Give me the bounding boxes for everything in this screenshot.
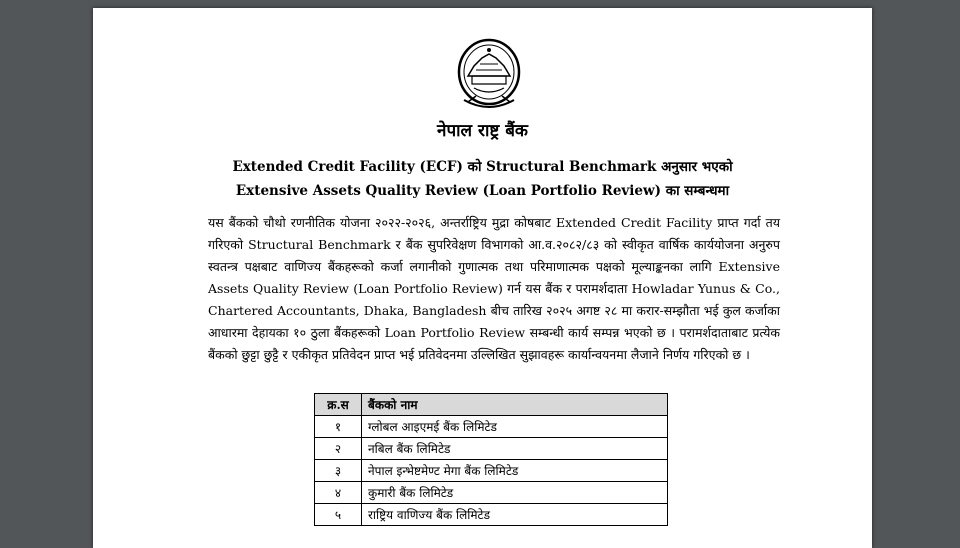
header-bank-name: बैंकको नाम: [362, 394, 668, 416]
subject-line-1: Extended Credit Facility (ECF) को Structural Benchmark अनुसार भएको: [232, 159, 733, 175]
subject-line-2: Extensive Assets Quality Review (Loan Portfolio Review) का सम्बन्धमा: [235, 183, 730, 199]
table-header-row: [315, 394, 668, 416]
bank-name-cell: ग्लोबल आइएमई बैंक लिमिटेड: [362, 416, 668, 438]
table-row: [315, 504, 668, 526]
body-paragraph: यस बैंकको चौथो रणनीतिक योजना २०२२-२०२६, अन्तर्राष्ट्रिय मुद्रा कोषबाट Extended Credit Facility प्राप्त गर्दा तय गरिएको Structural Benchmark र बैंक सुपरिवेक्षण विभागको आ.व.२०८२/८३ को स्वीकृत वार्षिक कार्ययोजना अनुरुप स्वतन्त्र पक्षबाट वाणिज्य बैंकहरूको कर्जा लगानीको गुणात्मक तथा परिमाणात्मक पक्षको मूल्याङ्कनका लागि Extensive Assets Quality Review (Loan Portfolio Review) गर्न यस बैंक र परामर्शदाता Howladar Yunus & Co., Chartered Accountants, Dhaka, Bangladesh बीच तारिख २०२५ अगष्ट २८ मा करार-सम्झौता भई कुल कर्जाका आधारमा देहायका १० ठुला बैंकहरूको Loan Portfolio Review सम्बन्धी कार्य सम्पन्न भएको छ । परामर्शदाताबाट प्रत्येक बैंकको छुट्टा छुट्टै र एकीकृत प्रतिवेदन प्राप्त भई प्रतिवेदनमा उल्लिखित सुझावहरू कार्यान्वयनमा लैजाने निर्णय गरिएको छ ।: [208, 215, 780, 362]
bank-name-cell: राष्ट्रिय वाणिज्य बैंक लिमिटेड: [362, 504, 668, 526]
serial-number-cell: २: [315, 438, 362, 460]
nepal-rastra-bank-seal-logo: [454, 36, 524, 114]
header-serial-number: क्र.स: [315, 394, 362, 416]
bank-name-title: नेपाल राष्ट्र बैंक: [437, 121, 528, 141]
bank-name-cell: नबिल बैंक लिमिटेड: [362, 438, 668, 460]
serial-number-cell: ४: [315, 482, 362, 504]
serial-number-cell: १: [315, 416, 362, 438]
bank-list-table: [314, 393, 668, 526]
serial-number-cell: ५: [315, 504, 362, 526]
table-row: [315, 416, 668, 438]
bank-name-cell: कुमारी बैंक लिमिटेड: [362, 482, 668, 504]
table-row: [315, 438, 668, 460]
bank-name-cell: नेपाल इन्भेष्टमेण्ट मेगा बैंक लिमिटेड: [362, 460, 668, 482]
table-row: [315, 460, 668, 482]
document-page: [93, 8, 872, 548]
table-row: [315, 482, 668, 504]
serial-number-cell: ३: [315, 460, 362, 482]
